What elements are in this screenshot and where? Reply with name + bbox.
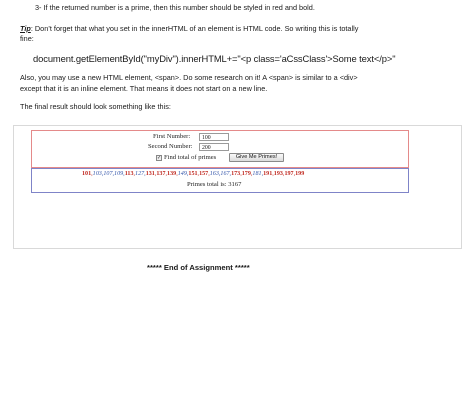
number-item: 131 [145, 171, 155, 177]
end-of-assignment: ***** End of Assignment ***** [147, 263, 250, 272]
number-item: 179 [241, 171, 251, 177]
separator: , [208, 171, 210, 177]
separator: , [293, 171, 296, 177]
number-item: 157 [199, 171, 209, 177]
separator: , [165, 171, 168, 177]
span-paragraph-line2: except that it is an inline element. That means it does not start on a new line. [20, 84, 268, 93]
number-item: 193 [273, 171, 283, 177]
first-number-label: First Number: [153, 133, 191, 140]
checkmark-icon: ✓ [157, 155, 162, 161]
number-item: 139 [167, 171, 177, 177]
separator: , [282, 171, 285, 177]
item-3-text: 3- If the returned number is a prime, then this number should be styled in red and bold. [35, 3, 315, 12]
separator: , [250, 171, 253, 177]
separator: , [112, 171, 115, 177]
number-item: 151 [188, 171, 198, 177]
give-me-primes-button[interactable]: Give Me Primes! [229, 153, 284, 162]
second-number-label: Second Number: [148, 143, 193, 150]
span-paragraph-line1: Also, you may use a new HTML element, <span>. Do some research on it! A <span> is similar to a <div> [20, 73, 358, 82]
tip-paragraph-line2: fine: [20, 34, 34, 43]
separator: , [176, 171, 178, 177]
number-item: 191 [263, 171, 273, 177]
number-item: 101 [82, 171, 92, 177]
first-number-input[interactable]: 100 [199, 133, 229, 141]
number-item: 173 [231, 171, 241, 177]
number-item: 103 [92, 171, 102, 177]
primes-total-label: Primes total is: [187, 181, 227, 188]
primes-total [187, 181, 241, 188]
number-item: 181 [252, 171, 262, 177]
separator: , [272, 171, 274, 177]
number-item: 197 [284, 171, 294, 177]
separator: , [91, 171, 93, 177]
number-item: 149 [177, 171, 187, 177]
numbers-list [82, 171, 304, 177]
number-item: 163 [209, 171, 219, 177]
find-total-checkbox[interactable] [156, 155, 162, 161]
separator: , [154, 171, 157, 177]
number-item: 113 [124, 171, 134, 177]
separator: , [133, 171, 136, 177]
number-item: 107 [103, 171, 113, 177]
separator: , [229, 171, 232, 177]
separator: , [261, 171, 264, 177]
separator: , [144, 171, 146, 177]
number-item: 167 [220, 171, 230, 177]
separator: , [240, 171, 242, 177]
find-total-label: Find total of primes [164, 154, 217, 161]
tip-paragraph-line1 [20, 24, 358, 34]
tip-text: : Don’t forget that what you set in the innerHTML of an element is HTML code. So writing this is totally [30, 24, 359, 33]
tip-label: Tip [20, 24, 31, 33]
number-item: 109 [114, 171, 124, 177]
number-item: 199 [295, 171, 305, 177]
separator: , [197, 171, 200, 177]
separator: , [123, 171, 125, 177]
separator: , [101, 171, 104, 177]
separator: , [218, 171, 221, 177]
primes-total-value: 3167 [228, 181, 242, 188]
second-number-input[interactable]: 200 [199, 143, 229, 151]
final-result-text: The final result should look something like this: [20, 102, 171, 111]
number-item: 137 [156, 171, 166, 177]
code-example: document.getElementById("myDiv").innerHTML+="<p class='aCssClass'>Some text</p>" [33, 53, 396, 64]
separator: , [186, 171, 189, 177]
number-item: 127 [135, 171, 145, 177]
